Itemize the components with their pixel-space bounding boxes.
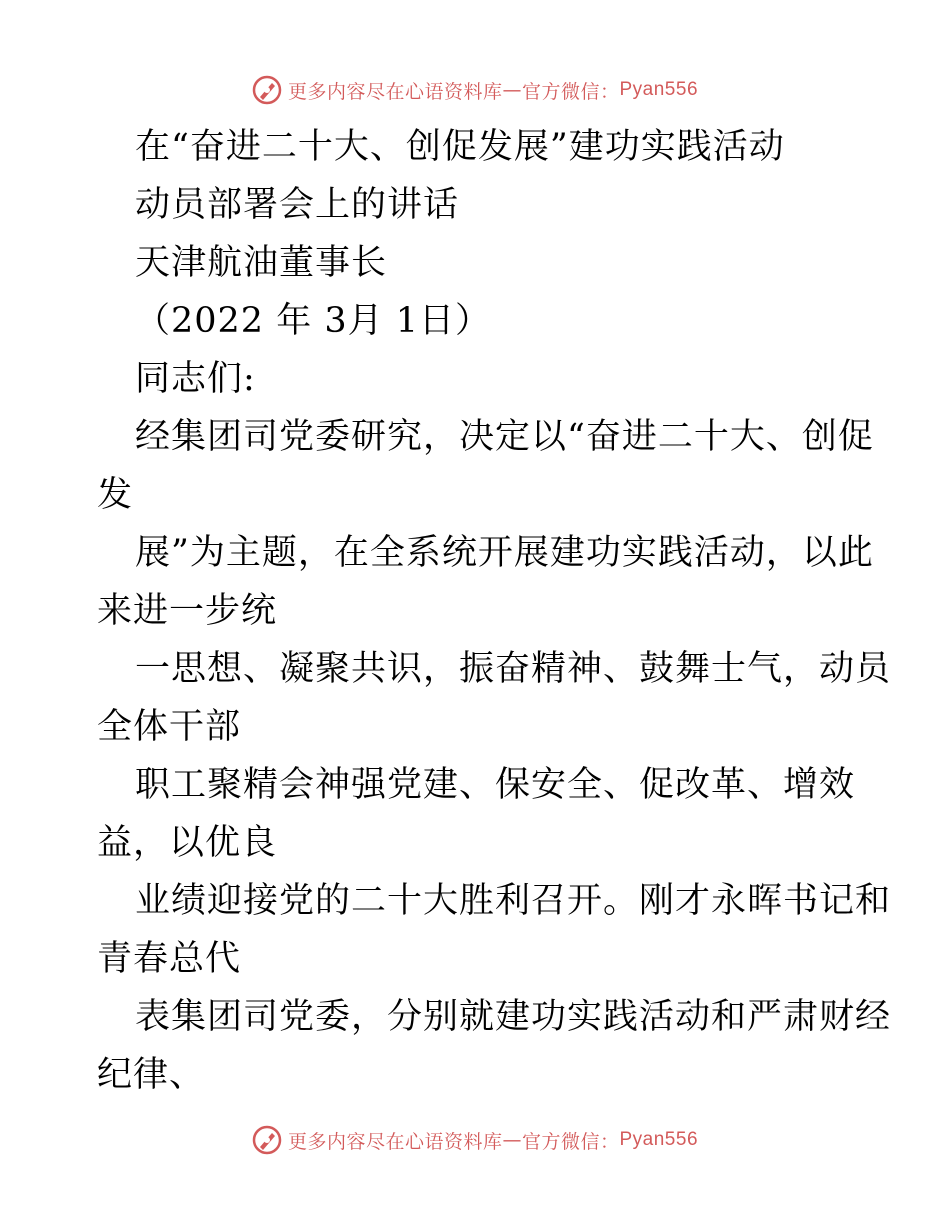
document-body bbox=[97, 118, 892, 1104]
body-line: 展”为主题，在全系统开展建功实践活动，以此 bbox=[135, 533, 874, 573]
watermark-wechat-id: Pyan556 bbox=[619, 79, 699, 100]
watermark-wechat-id: Pyan556 bbox=[619, 1129, 699, 1150]
watermark-footer bbox=[0, 1123, 950, 1157]
salutation: 同志们: bbox=[135, 359, 256, 399]
body-line: 业绩迎接党的二十大胜利召开。刚才永晖书记和 bbox=[135, 881, 892, 921]
body-line: 职工聚精会神强党建、保安全、促改革、增效 bbox=[135, 765, 856, 805]
body-line: 纪律、 bbox=[97, 1055, 206, 1095]
body-line: 一思想、凝聚共识，振奋精神、鼓舞士气，动员 bbox=[135, 649, 892, 689]
speech-title-line-2: 动员部署会上的讲话 bbox=[135, 185, 460, 225]
speaker-title: 天津航油董事长 bbox=[135, 243, 388, 283]
watermark-wechat-label: 官方微信： bbox=[521, 80, 620, 103]
body-line: 发 bbox=[97, 475, 134, 515]
body-line: 经集团司党委研究，决定以“奋进二十大、创促 bbox=[135, 417, 874, 457]
pen-logo-icon bbox=[252, 1125, 282, 1155]
speech-date: （2022 年 3月 1日） bbox=[135, 301, 491, 341]
body-line: 来进一步统 bbox=[97, 591, 278, 631]
body-line: 青春总代 bbox=[97, 939, 242, 979]
body-line: 表集团司党委，分别就建功实践活动和严肃财经 bbox=[135, 997, 892, 1037]
watermark-wechat-label: 官方微信： bbox=[521, 1130, 620, 1153]
body-line: 益，以优良 bbox=[97, 823, 278, 863]
watermark-dash: — bbox=[502, 79, 522, 101]
watermark-header bbox=[0, 73, 950, 107]
speech-title-line-1: 在“奋进二十大、创促发展”建功实践活动 bbox=[135, 127, 785, 167]
watermark-text: 更多内容尽在心语资料库 bbox=[287, 1130, 503, 1153]
pen-logo-icon bbox=[252, 75, 282, 105]
watermark-text: 更多内容尽在心语资料库 bbox=[287, 80, 503, 103]
watermark-dash: — bbox=[502, 1129, 522, 1151]
body-line: 全体干部 bbox=[97, 707, 242, 747]
